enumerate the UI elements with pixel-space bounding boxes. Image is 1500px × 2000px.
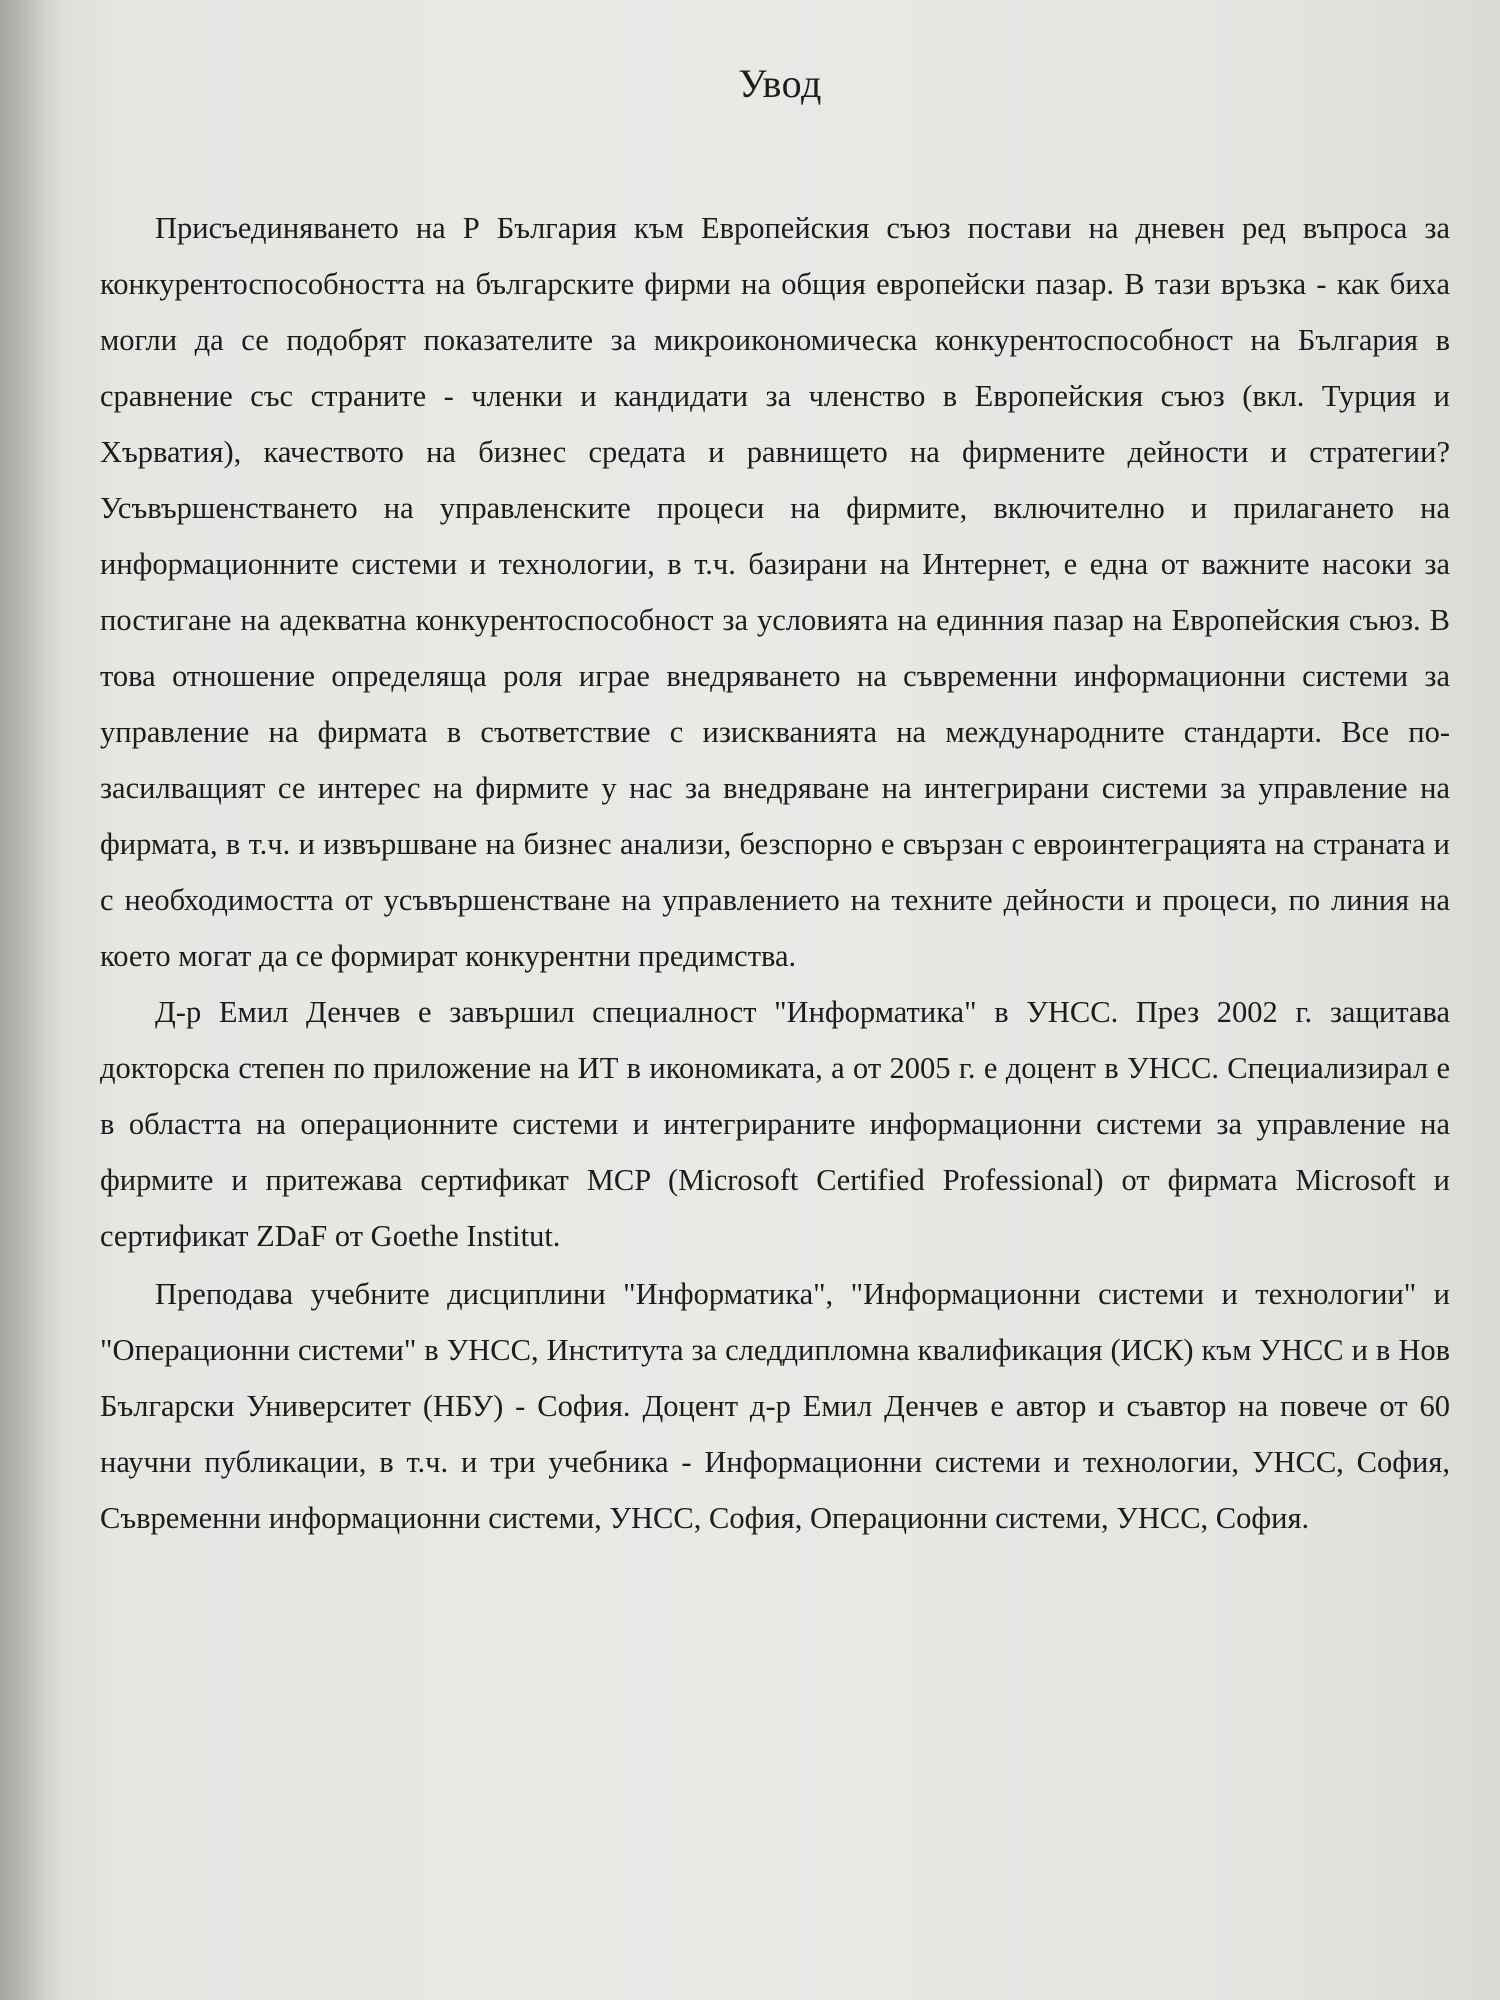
paragraph-author-bio: Д-р Емил Денчев е завършил специалност "Информатика" в УНСС. През 2002 г. защитава докторска степен по приложение на ИТ в икономиката, а от 2005 г. е доцент в УНСС. Специализирал е в областта на операционните системи и интегрираните информационни системи за управление на фирмите и притежава сертификат MCP (Microsoft Certified Professional) от фирмата Microsoft и сертификат ZDaF от Goethe Institut. — [100, 995, 1450, 1253]
body-text — [100, 200, 1450, 1546]
page-title: Увод — [738, 61, 822, 106]
paragraph-introduction: Присъединяването на Р България към Европейския съюз постави на дневен ред въпроса за конкурентоспособността на българските фирми на общия европейски пазар. В тази връзка - как биха могли да се подобрят показателите за микроикономическа конкурентоспособност на България в сравнение със страните - членки и кандидати за членство в Европейския съюз (вкл. Турция и Хърватия), качеството на бизнес средата и равнището на фирмените дейности и стратегии? Усъвършенстването на управленските процеси на фирмите, включително и прилагането на информационните системи и технологии, в т.ч. базирани на Интернет, е една от важните насоки за постигане на адекватна конкурентоспособност за условията на единния пазар на Европейския съюз. В това отношение определяща роля играе внедряването на съвременни информационни системи за управление на фирмата в съответствие с изискванията на международните стандарти. Все по-засилващият се интерес на фирмите у нас за внедряване на интегрирани системи за управление на фирмата, в т.ч. и извършване на бизнес анализи, безспорно е свързан с евроинтеграцията на страната и с необходимостта от усъвършенстване на управлението на техните дейности и процеси, по линия на което могат да се формират конкурентни предимства. — [100, 211, 1450, 973]
paragraph-teaching: Преподава учебните дисциплини "Информатика", "Информационни системи и технологии" и "Операционни системи" в УНСС, Института за следдипломна квалификация (ИСК) към УНСС и в Нов Български Университет (НБУ) - София. Доцент д-р Емил Денчев е автор и съавтор на повече от 60 научни публикации, в т.ч. и три учебника - Информационни системи и технологии, УНСС, София, Съвременни информационни системи, УНСС, София, Операционни системи, УНСС, София. — [100, 1277, 1450, 1535]
